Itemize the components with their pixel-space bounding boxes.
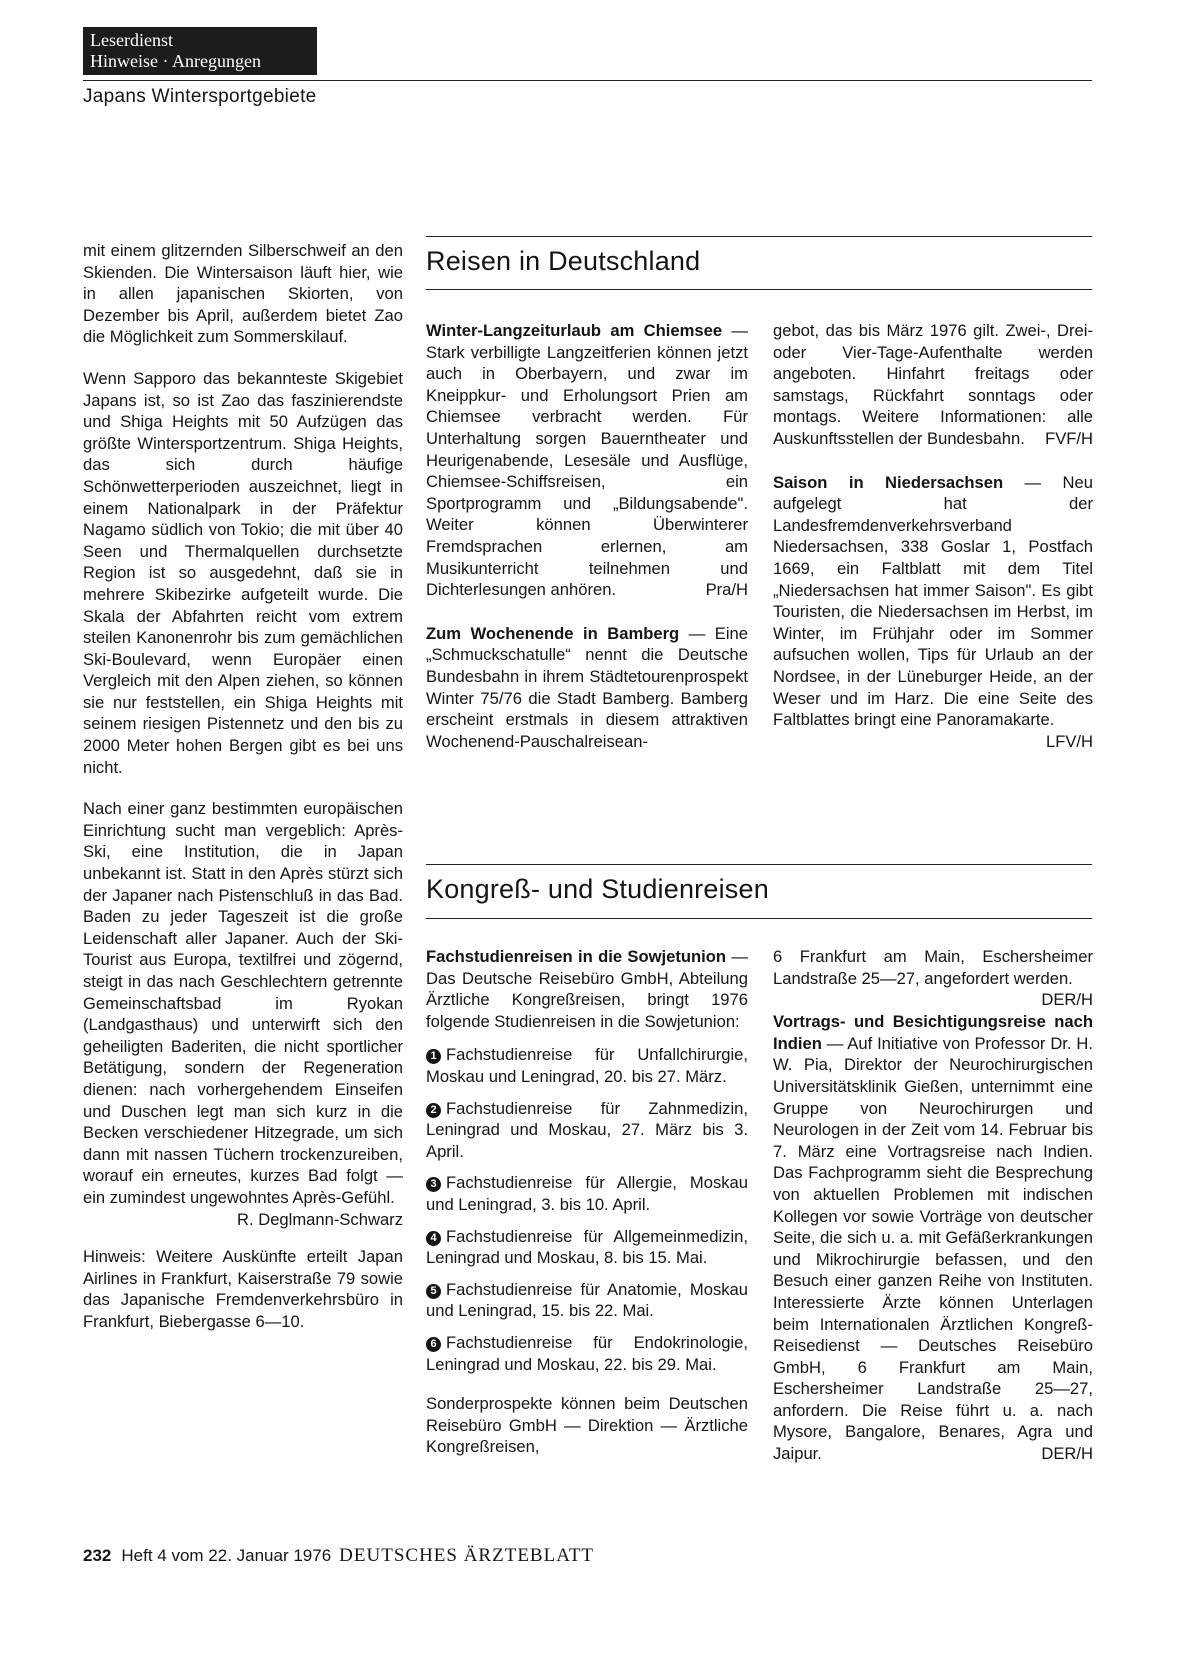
article-text: — Eine „Schmuckschatulle“ nennt die Deutsche Bundesbahn in ihrem Städtetourenprospekt Winter 75/76 die Stadt Bamberg. Bamberg erscheint erstmals in diesem attraktiven Wochenend-Pauschalreisean- [426, 623, 748, 751]
kongress-column-2 [773, 946, 1093, 1465]
heading-rule-bottom [426, 289, 1092, 290]
reisen-column-2 [773, 320, 1093, 752]
article-signature: FVF/H [1045, 428, 1093, 448]
list-item-text: Fachstudienreise für Allgemeinmedizin, Leningrad und Moskau, 8. bis 15. Mai. [426, 1226, 748, 1268]
number-badge: 1 [426, 1049, 441, 1064]
paragraph: mit einem glitzernden Silberschweif an den Skienden. Die Wintersaison läuft hier, wie in allen japanischen Skiorten, von Dezember bis April, außerdem bietet Zao die Möglichkeit zum Sommerskilauf. [83, 241, 403, 347]
left-column [83, 240, 403, 1333]
article-closing-cont [773, 946, 1093, 1010]
kongress-column-1 [426, 946, 748, 1458]
list-item [426, 1279, 748, 1322]
header-rule [83, 80, 1092, 81]
article-niedersachsen [773, 472, 1093, 751]
author-name: R. Deglmann-Schwarz [237, 1209, 403, 1229]
number-badge: 4 [426, 1231, 441, 1246]
heading-reisen: Reisen in Deutschland [426, 246, 701, 276]
page-footer [83, 1545, 594, 1567]
list-item [426, 1044, 748, 1087]
list-item [426, 1098, 748, 1163]
badge-line-2: Hinweise · Anregungen [90, 51, 261, 71]
section-title: Japans Wintersportgebiete [83, 86, 317, 107]
heading-kongress: Kongreß- und Studienreisen [426, 874, 769, 904]
article-closing: Sonderprospekte können beim Deutschen Reisebüro GmbH — Direktion — Ärztliche Kongreßreisen, [426, 1394, 748, 1457]
article-text: — Neu aufgelegt hat der Landesfremdenverkehrsverband Niedersachsen, 338 Goslar 1, Postfach 1669, ein Faltblatt mit dem Titel „Niedersachsen hat immer Saison". Es gibt Touristen, die Niedersachsen im Herbst, im Winter, im Frühjahr oder im Sommer aufsuchen wollen, Tips für Urlaub an der Nordsee, in der Lüneburger Heide, an der Weser und im Harz. Die eine Seite des Faltblattes bringt eine Panoramakarte. [773, 472, 1093, 730]
article-signature: DER/H [1041, 990, 1093, 1010]
article-lead: Zum Wochenende in Bamberg [426, 623, 680, 643]
article-lead: Fachstudienreisen in die Sowjetunion [426, 947, 727, 966]
article-text: gebot, das bis März 1976 gilt. Zwei-, Drei- oder Vier-Tage-Aufenthalte werden angeboten. Hinfahrt freitags oder samstags, Rückfahrt sonntags oder montags. Weitere Informationen: alle Auskunftsstellen der Bundesbahn. [773, 321, 1093, 448]
paragraph: Wenn Sapporo das bekannteste Skigebiet Japans ist, so ist Zao das faszinierendste und Shiga Heights mit 50 Aufzügen das größte Wintersportzentrum. Shiga Heights, das sich durch häufige Schönwetterperioden auszeichnet, liegt in einem Nationalpark in der Präfektur Nagamo südlich von Tokio; die mit über 40 Seen und Thermalquellen durchsetzte Region ist so ausgedehnt, daß sie in mehrere Skibezirke aufgeteilt wurde. Die Skala der Abfahrten reicht vom extrem steilen Kanonenrohr bis zum gemächlichen Ski-Boulevard, wenn Europäer einen Vergleich mit den Alpen ziehen, so können sie nur feststellen, ein Shiga Heights mit seinem riesigen Pistennetz und den bis zu 2000 Meter hohen Bergen gibt es bei uns nicht. [83, 368, 403, 777]
heading-rule-top [426, 236, 1092, 237]
paragraph-note: Hinweis: Weitere Auskünfte erteilt Japan Airlines in Frankfurt, Kaiserstraße 79 sowie das Japanische Fremdenverkehrsbüro in Frankfurt, Biebergasse 6—10. [83, 1247, 403, 1331]
list-item [426, 1226, 748, 1269]
author-line [83, 1209, 403, 1231]
article-indien [773, 1011, 1093, 1464]
journal-name: DEUTSCHES ÄRZTEBLATT [339, 1545, 595, 1566]
number-badge: 6 [426, 1337, 441, 1352]
article-lead: Vortrags- und Besichtigungsreise nach Indien [773, 1012, 1093, 1053]
article-signature: Pra/H [705, 580, 748, 600]
reisen-column-1 [426, 320, 748, 752]
list-item [426, 1332, 748, 1375]
article-lead: Saison in Niedersachsen [773, 472, 1004, 492]
list-item [426, 1172, 748, 1215]
list-item-text: Fachstudienreise für Endokrinologie, Leningrad und Moskau, 22. bis 29. Mai. [426, 1332, 748, 1374]
article-signature: DER/H [1041, 1444, 1093, 1464]
list-item-text: Fachstudienreise für Anatomie, Moskau und Leningrad, 15. bis 22. Mai. [426, 1279, 748, 1321]
number-badge: 3 [426, 1177, 441, 1192]
badge-line-1: Leserdienst [90, 30, 173, 50]
heading-rule-bottom [426, 918, 1092, 919]
heading-rule-top [426, 864, 1092, 865]
article-bamberg [426, 623, 748, 753]
article-bamberg-cont [773, 320, 1093, 450]
list-item-text: Fachstudienreise für Unfallchirurgie, Moskau und Leningrad, 20. bis 27. März. [426, 1045, 748, 1086]
article-text: — Stark verbilligte Langzeitferien können jetzt auch in Oberbayern, und zwar im Kneippkur- und Erholungsort Prien am Chiemsee verbracht werden. Für Unterhaltung sorgen Bauerntheater und Heurigenabende, Lesesäle und Ausflüge, Chiemsee-Schiffsreisen, ein Sportprogramm und „Bildungsabende". Weiter können Überwinterer Fremdsprachen erlernen, am Musikunterricht teilnehmen und Dichterlesungen anhören. [426, 321, 748, 600]
paragraph [83, 798, 403, 1230]
article-chiemsee [426, 320, 748, 601]
article-signature: LFV/H [1045, 731, 1093, 751]
paragraph-text: Nach einer ganz bestimmten europäischen Einrichtung sucht man vergeblich: Après-Ski, eine Institution, die in Japan unbekannt ist. Statt in den Après stürzt sich der Japaner nach Pistenschluß in das Bad. Baden zu jeder Tageszeit ist die große Leidenschaft aller Japaner. Auch der Ski-Tourist aus Europa, textilfrei und zögernd, steigt in das nach Geschlechtern getrennte Gemeinschaftsbad im Ryokan (Landgasthaus) und unterwirft sich den geheiligten Baderiten, die nicht sportlicher Betätigung, sondern der Regeneration dienen: nach vorhergehendem Einseifen und Duschen legt man sich kurz in die Becken verschiedener Hitzegrade, um sich dann mit nassen Tüchern trockenzureiben, worauf ein erneutes, kurzes Bad folgt — ein zumindest ungewohntes Après-Gefühl. [83, 799, 403, 1207]
list-item-text: Fachstudienreise für Allergie, Moskau und Leningrad, 3. bis 10. April. [426, 1173, 748, 1214]
list-item-text: Fachstudienreise für Zahnmedizin, Leningrad und Moskau, 27. März bis 3. April. [426, 1098, 748, 1161]
section-badge [83, 27, 317, 75]
article-text: — Das Deutsche Reisebüro GmbH, Abteilung Ärztliche Kongreßreisen, bringt 1976 folgende Studienreisen in die Sowjetunion: [426, 947, 748, 1031]
issue-info: Heft 4 vom 22. Januar 1976 [121, 1546, 332, 1565]
article-text: 6 Frankfurt am Main, Eschersheimer Landstraße 25—27, angefordert werden. [773, 947, 1093, 988]
article-sowjetunion [426, 946, 748, 1032]
page-number: 232 [83, 1546, 112, 1565]
number-badge: 5 [426, 1284, 441, 1299]
article-text: — Auf Initiative von Professor Dr. H. W. Pia, Direktor der Neurochirurgischen Universitätsklinik Gießen, unternimmt eine Gruppe von Neurochirurgen und Neurologen in der Zeit vom 14. Februar bis 7. März eine Vortragsreise nach Indien. Das Fachprogramm sieht die Besprechung von aktuellen Problemen mit indischen Kollegen vor sowie Vorträge von deutscher Seite, die sich u. a. mit Gefäßerkrankungen und Mikrochirurgie befassen, und den Besuch einer ganzen Reihe von Instituten. Interessierte Ärzte können Unterlagen beim Internationalen Ärztlichen Kongreß-Reisedienst — Deutsches Reisebüro GmbH, 6 Frankfurt am Main, Eschersheimer Landstraße 25—27, anfordern. Die Reise führt u. a. nach Mysore, Bangalore, Benares, Agra und Jaipur. [773, 1033, 1093, 1464]
article-lead: Winter-Langzeiturlaub am Chiemsee [426, 321, 723, 340]
number-badge: 2 [426, 1103, 441, 1118]
